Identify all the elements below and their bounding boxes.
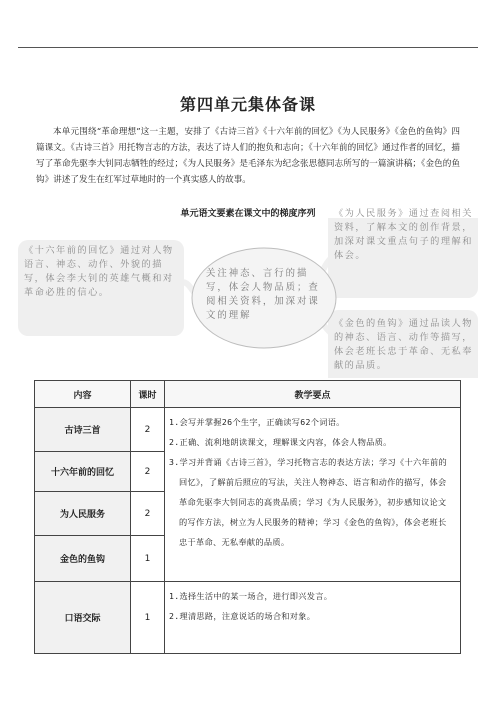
point-item: 1.会写并掌握26个生字，正确读写62个词语。 <box>169 417 345 427</box>
header-content: 内容 <box>35 381 131 408</box>
intro-paragraph: 本单元围绕“革命理想”这一主题，安排了《古诗三首》《十六年前的回忆》《为人民服务》《金色的鱼钩》四篇课文。《古诗三首》用托物言志的方法，表达了诗人们的抱负和志向；《十六年前的回忆》通过作者的回忆，描写了革命先驱李大钊同志牺牲的经过；《为人民服务》是毛泽东为纪念张思德同志所写的一篇演讲稿；《金色的鱼钩》讲述了发生在红军过草地时的一个真实感人的故事。 <box>36 127 460 185</box>
point-item: 2.理清思路，注意说话的场合和对象。 <box>169 611 316 621</box>
mindmap-bottom-right-text: 《金色的鱼钩》通过品读人物的神态、语言、动作等描写，体会老班长忠于革命、无私奉献的品质。 <box>334 318 473 371</box>
row-name: 古诗三首 <box>35 408 131 452</box>
point-item: 3.学习并背诵《古诗三首》，学习托物言志的表达方法；学习《十六年前的回忆》，了解前后照应的写法，关注人物神态、语言和动作的描写，体会革命先驱李大钊同志的高贵品质；学习《为人民服务》，初步感知议论文的写作方法，树立为人民服务的精神；学习《金色的鱼钩》，体会老班长忠于革命、无私奉献的品质。 <box>169 457 447 547</box>
row-hours: 1 <box>131 536 165 582</box>
table-row <box>35 582 461 654</box>
points-cell-main <box>165 408 461 582</box>
row-name: 金色的鱼钩 <box>35 536 131 582</box>
row-name: 为人民服务 <box>35 492 131 536</box>
point-item: 1.选择生活中的某一场合，进行即兴发言。 <box>169 591 333 601</box>
mindmap-title: 单元语文要素在课文中的梯度序列 <box>180 209 316 219</box>
row-name: 十六年前的回忆 <box>35 452 131 492</box>
mindmap-center-text: 关注神态、言行的描写，体会人物品质；查阅相关资料，加深对课文的理解 <box>206 268 320 321</box>
row-name: 口语交际 <box>35 582 131 654</box>
table-row <box>35 408 461 452</box>
lesson-plan-table <box>34 380 461 654</box>
page-title: 第四单元集体备课 <box>179 95 316 114</box>
row-hours: 2 <box>131 492 165 536</box>
mindmap-top-right-text: 《为人民服务》通过查阅相关资料，了解本文的创作背景，加深对课文重点句子的理解和体会。 <box>334 208 473 261</box>
header-rule <box>18 47 478 48</box>
row-hours: 2 <box>131 408 165 452</box>
header-hours: 课时 <box>131 381 165 408</box>
header-points: 教学要点 <box>165 381 461 408</box>
row-hours: 2 <box>131 452 165 492</box>
points-cell-oral <box>165 582 461 654</box>
table-header-row <box>35 381 461 408</box>
point-item: 2.正确、流利地朗读课文，理解课文内容，体会人物品质。 <box>169 437 392 447</box>
mindmap-left-text: 《十六年前的回忆》通过对人物语言、神态、动作、外貌的描写，体会李大钊的英雄气概和对革命必胜的信心。 <box>24 245 174 298</box>
row-hours: 1 <box>131 582 165 654</box>
